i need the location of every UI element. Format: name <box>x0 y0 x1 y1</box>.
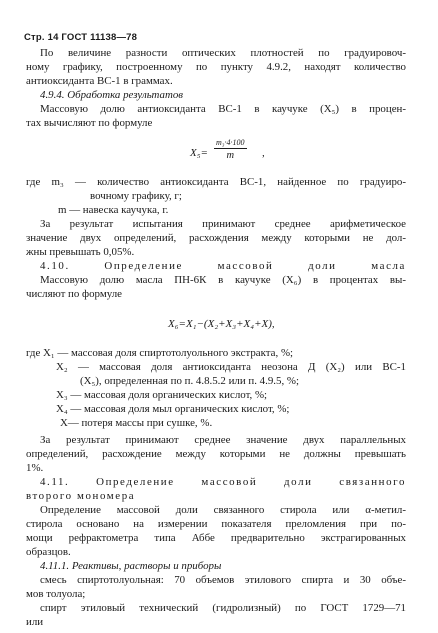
text-line: жны превышать 0,05%. <box>26 246 135 258</box>
text-line: ному графику, построенному по пункту 4.9.2, находят количество <box>26 61 406 73</box>
text-line: тах вычисляют по формуле <box>26 117 153 129</box>
text-line: m — навеска каучука, г. <box>58 204 169 216</box>
text-line: X— потеря массы при сушке, %. <box>60 417 213 429</box>
section-heading: 4.10. Определение массовой доли масла <box>40 260 406 272</box>
text-line: смесь спиртотолуольная: 70 объемов этилового спирта и 30 объе- <box>40 574 406 586</box>
text-line: определений, расхождение между которыми не должны превышать <box>26 448 406 460</box>
text-line: X₄ — массовая доля мыл органических кислот, %; <box>56 403 290 415</box>
text-line: По величине разности оптических плотностей по градуировоч- <box>40 47 406 59</box>
text-line: стирола основано на измерении показателя преломления при по- <box>26 518 406 530</box>
text-line: значение двух определений, расхождения между которыми не дол- <box>26 232 406 244</box>
text-line: (X₅), определенная по п. 4.8.5.2 или п. 4.9.5, %; <box>80 375 299 387</box>
text-line: X₂ — массовая доля антиоксиданта неозона Д (X₂) или ВС-1 <box>56 361 406 373</box>
text-line: мов толуола; <box>26 588 86 600</box>
formula-denominator: m <box>226 150 235 161</box>
formula-lhs: X₅= <box>190 147 208 159</box>
text-line: Определение массовой доли связанного стирола или α-метил- <box>40 504 406 516</box>
formula-tail: , <box>262 147 265 159</box>
text-line: числяют по формуле <box>26 288 122 300</box>
text-line: За результат принимают среднее значение двух параллельных <box>40 434 406 446</box>
formula-fraction <box>214 138 247 161</box>
formula-numerator: m₃·4·100 <box>216 138 245 147</box>
text-line: Массовую долю антиоксиданта ВС-1 в каучуке (X₅) в процен- <box>40 103 406 115</box>
text-line: где X₁ — массовая доля спиртотолуольного экстракта, %; <box>26 347 294 359</box>
text-line: За результат испытания принимают среднее арифметическое <box>40 218 406 230</box>
section-heading: 4.9.4. Обработка результатов <box>40 89 183 101</box>
text-line: X₃ — массовая доля органических кислот, %; <box>56 389 268 401</box>
text-line: 1%. <box>26 462 44 474</box>
text-line: Массовую долю масла ПН-6К в каучуке (X₆) в процентах вы- <box>40 274 406 286</box>
text-line: мощи рефрактометра типа Аббе предварительно экстрагированных <box>26 532 406 544</box>
text-line: спирт этиловый технический (гидролизный) по ГОСТ 1729—71 <box>40 602 406 614</box>
text-line: антиоксиданта ВС-1 в граммах. <box>26 75 173 87</box>
text-line: или <box>26 616 44 628</box>
page-header: Стр. 14 ГОСТ 11138—78 <box>24 32 138 43</box>
text-line: образцов. <box>26 546 71 558</box>
section-heading: 4.11.1. Реактивы, растворы и приборы <box>40 560 222 572</box>
section-heading: 4.11. Определение массовой доли связанного <box>40 476 406 488</box>
section-heading: второго мономера <box>26 490 136 502</box>
text-line: где m₃ — количество антиоксиданта ВС-1, найденное по градуиро- <box>26 176 406 188</box>
text-line: вочному графику, г; <box>90 190 182 202</box>
formula-x6: X₆=X₁−(X₂+X₃+X₄+X), <box>168 318 275 330</box>
